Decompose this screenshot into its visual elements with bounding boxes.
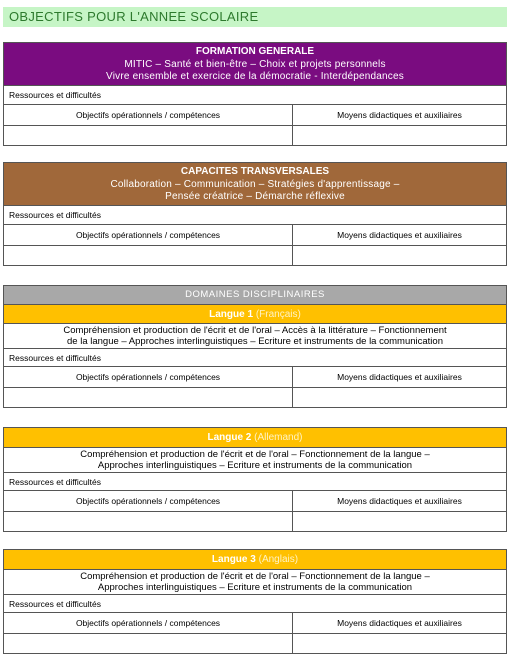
- formation-resources-field[interactable]: Ressources et difficultés: [4, 85, 506, 104]
- langue3-header: [4, 550, 506, 569]
- langue3-objectives-label: Objectifs opérationnels / compétences: [4, 613, 293, 633]
- formation-generale-section: [3, 42, 507, 146]
- langue2-means-label: Moyens didactiques et auxiliaires: [337, 496, 462, 506]
- langue3-entry-row: [4, 633, 506, 653]
- formation-objectives-field[interactable]: [4, 126, 293, 145]
- capacites-section: [3, 162, 507, 266]
- langue1-description: [4, 323, 506, 348]
- langue2-columns-header: [4, 490, 506, 511]
- langue2-sub: (Allemand): [254, 432, 303, 443]
- langue3-section: [3, 549, 507, 654]
- langue2-objectives-label: Objectifs opérationnels / compétences: [4, 491, 293, 511]
- formation-header: [4, 43, 506, 85]
- formation-objectives-label: Objectifs opérationnels / compétences: [4, 105, 293, 125]
- langue2-objectives-field[interactable]: [4, 512, 293, 531]
- capacites-objectives-field[interactable]: [4, 246, 293, 265]
- domaines-header: DOMAINES DISCIPLINAIRES: [4, 286, 506, 304]
- capacites-means-label: Moyens didactiques et auxiliaires: [337, 230, 462, 240]
- capacites-means-field[interactable]: [293, 246, 506, 265]
- langue2-section: [3, 427, 507, 532]
- formation-line2: Vivre ensemble et exercice de la démocratie - Interdépendances: [106, 71, 404, 82]
- domaines-section: [3, 285, 507, 408]
- formation-entry-row: [4, 125, 506, 145]
- langue1-objectives-label: Objectifs opérationnels / compétences: [4, 367, 293, 387]
- langue2-line2: Approches interlinguistiques – Ecriture et instruments de la communication: [97, 460, 413, 471]
- capacites-objectives-label: Objectifs opérationnels / compétences: [4, 225, 293, 245]
- formation-means-label: Moyens didactiques et auxiliaires: [337, 110, 462, 120]
- langue3-sub: (Anglais): [258, 554, 299, 565]
- langue1-means-field[interactable]: [293, 388, 506, 407]
- langue3-means-field[interactable]: [293, 634, 506, 653]
- capacites-entry-row: [4, 245, 506, 265]
- langue1-entry-row: [4, 387, 506, 407]
- langue2-header: [4, 428, 506, 447]
- langue2-entry-row: [4, 511, 506, 531]
- langue3-resources-field[interactable]: Ressources et difficultés: [4, 594, 506, 612]
- capacites-line1: Collaboration – Communication – Stratégies d'apprentissage –: [110, 178, 400, 190]
- formation-means-field[interactable]: [293, 126, 506, 145]
- langue2-resources-field[interactable]: Ressources et difficultés: [4, 472, 506, 490]
- langue1-means-label: Moyens didactiques et auxiliaires: [337, 372, 462, 382]
- langue2-means-field[interactable]: [293, 512, 506, 531]
- formation-line1: MITIC – Santé et bien-être – Choix et projets personnels: [124, 58, 386, 70]
- capacites-columns-header: [4, 224, 506, 245]
- langue1-name: Langue 1: [209, 309, 254, 320]
- langue3-columns-header: [4, 612, 506, 633]
- langue2-description: [4, 447, 506, 472]
- langue1-resources-field[interactable]: Ressources et difficultés: [4, 348, 506, 366]
- formation-columns-header: [4, 104, 506, 125]
- langue2-line1: Compréhension et production de l'écrit et de l'oral – Fonctionnement de la langue –: [80, 449, 430, 460]
- langue1-objectives-field[interactable]: [4, 388, 293, 407]
- langue3-description: [4, 569, 506, 594]
- langue2-name: Langue 2: [207, 432, 252, 443]
- langue1-columns-header: [4, 366, 506, 387]
- langue1-header: [4, 304, 506, 323]
- langue1-line1: Compréhension et production de l'écrit et de l'oral – Accès à la littérature – Fonctionnement: [63, 325, 447, 336]
- capacites-line2: Pensée créatrice – Démarche réflexive: [165, 191, 345, 202]
- langue3-line1: Compréhension et production de l'écrit et de l'oral – Fonctionnement de la langue –: [80, 571, 430, 582]
- page-title: OBJECTIFS POUR L'ANNEE SCOLAIRE: [3, 7, 507, 27]
- langue1-line2: de la langue – Approches interlinguistiques – Ecriture et instruments de la communication: [67, 336, 443, 347]
- langue1-sub: (Français): [255, 309, 301, 320]
- capacites-resources-field[interactable]: Ressources et difficultés: [4, 205, 506, 224]
- formation-title: FORMATION GENERALE: [195, 46, 315, 57]
- langue3-objectives-field[interactable]: [4, 634, 293, 653]
- capacites-title: CAPACITES TRANSVERSALES: [180, 166, 330, 177]
- langue3-means-label: Moyens didactiques et auxiliaires: [337, 618, 462, 628]
- langue3-name: Langue 3: [211, 554, 256, 565]
- capacites-header: [4, 163, 506, 205]
- langue3-line2: Approches interlinguistiques – Ecriture et instruments de la communication: [97, 582, 413, 593]
